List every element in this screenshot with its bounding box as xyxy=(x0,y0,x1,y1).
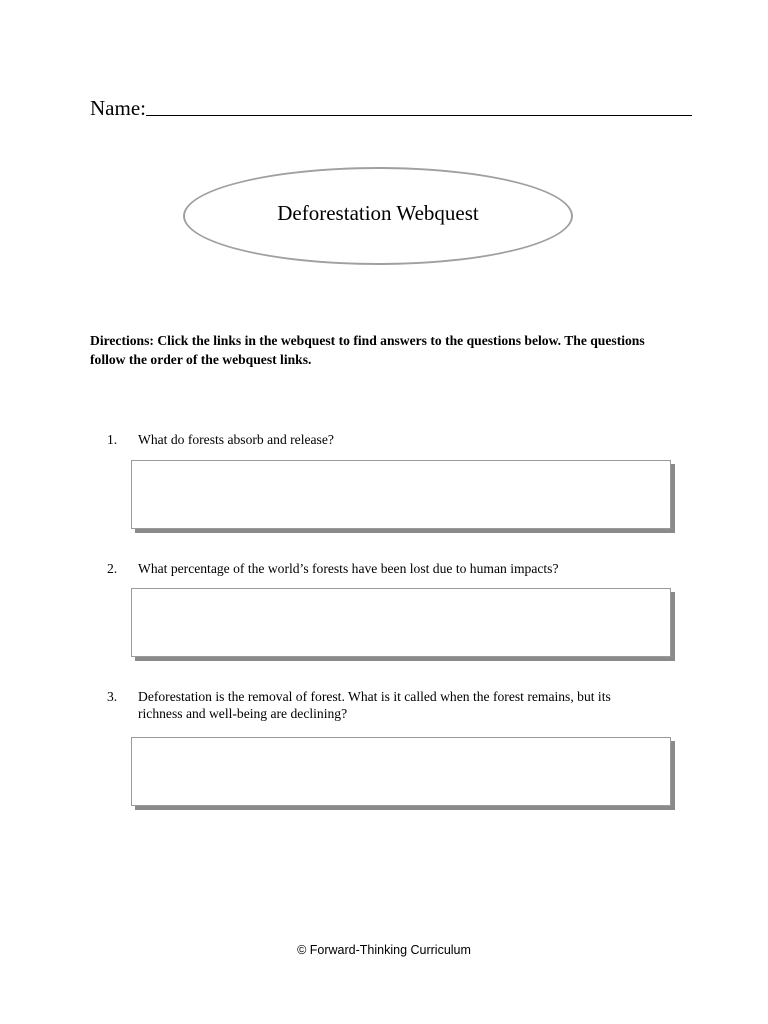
answer-box-1[interactable] xyxy=(131,460,671,529)
directions-text: Directions: Click the links in the webquest to find answers to the questions below. The questions follow the order of the webquest links. xyxy=(90,333,645,367)
title-oval xyxy=(183,167,573,265)
page-title: Deforestation Webquest xyxy=(277,201,479,225)
answer-box-2[interactable] xyxy=(131,588,671,657)
question-3 xyxy=(107,688,627,722)
question-text: What do forests absorb and release? xyxy=(138,432,334,447)
footer-copyright: © Forward-Thinking Curriculum xyxy=(297,943,471,957)
name-input-line[interactable] xyxy=(146,96,692,116)
question-text: Deforestation is the removal of forest. What is it called when the forest remains, but its richness and well-being are declining? xyxy=(138,689,611,721)
answer-box-3[interactable] xyxy=(131,737,671,806)
name-row xyxy=(90,92,692,120)
question-number: 3. xyxy=(107,689,118,704)
question-1 xyxy=(107,431,667,448)
question-text: What percentage of the world’s forests have been lost due to human impacts? xyxy=(138,561,559,576)
name-label: Name: xyxy=(90,96,146,120)
question-number: 2. xyxy=(107,561,118,576)
question-number: 1. xyxy=(107,432,118,447)
question-2 xyxy=(107,560,667,577)
